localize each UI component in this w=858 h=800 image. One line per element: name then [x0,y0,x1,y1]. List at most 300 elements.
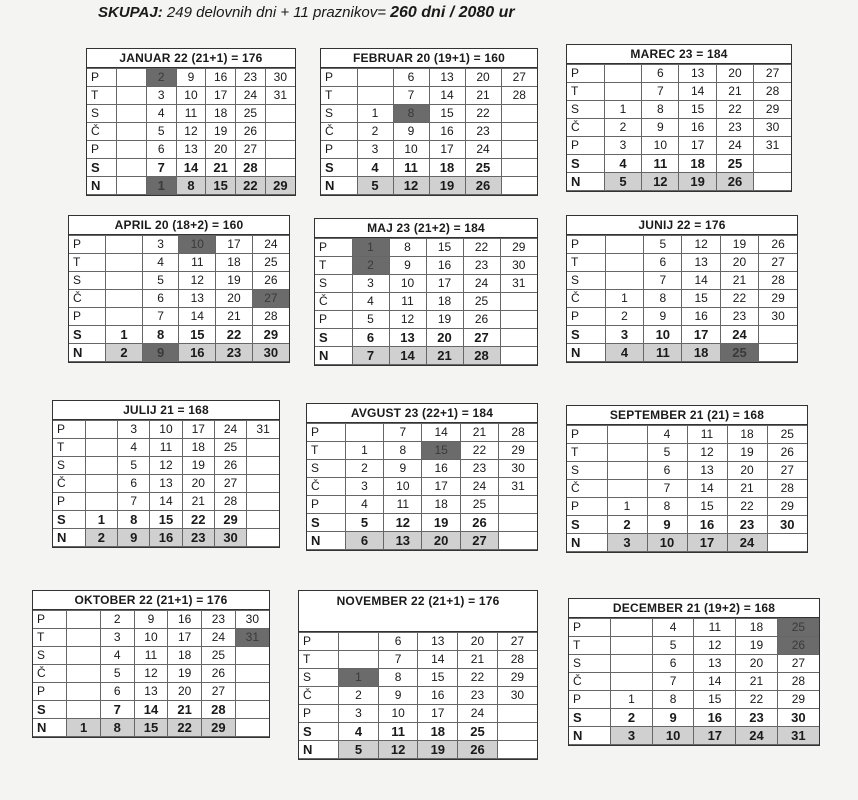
day-cell: 2 [85,529,117,547]
week-day-row [567,426,807,444]
day-cell: 10 [134,629,168,647]
day-cell: 5 [652,637,694,655]
holiday-cell: 26 [777,637,819,655]
week-day-row [53,439,279,457]
day-cell: 5 [357,177,393,195]
day-cell: 22 [182,511,214,529]
day-cell: 11 [644,344,682,362]
day-cell [611,619,653,637]
day-cell: 12 [179,272,216,290]
holiday-cell: 27 [252,290,289,308]
week-day-row [69,290,289,308]
day-cell: 16 [682,308,720,326]
day-cell [235,701,269,719]
day-cell: 7 [384,424,422,442]
day-cell: 14 [429,87,465,105]
month-grid [299,632,537,759]
day-cell: 27 [767,462,807,480]
weekday-label: T [307,442,345,460]
day-cell: 24 [727,534,767,552]
day-cell [605,254,643,272]
week-day-row [315,257,537,275]
day-cell: 7 [378,651,418,669]
week-day-row [307,442,537,460]
weekday-label: P [315,239,352,257]
month-title: JUNIJ 22 = 176 [567,216,797,235]
day-cell [767,534,807,552]
day-cell: 4 [352,293,389,311]
day-cell: 10 [644,326,682,344]
weekday-label: Č [53,475,85,493]
weekday-label: S [307,514,345,532]
day-cell: 2 [605,308,643,326]
day-cell: 19 [206,123,236,141]
day-cell: 4 [604,155,641,173]
day-cell: 26 [252,272,289,290]
month-title: JULIJ 21 = 168 [53,401,279,420]
day-cell: 22 [216,326,253,344]
day-cell: 10 [384,478,422,496]
day-cell: 15 [679,101,716,119]
day-cell: 18 [679,155,716,173]
day-cell: 16 [429,123,465,141]
day-cell: 19 [418,741,458,759]
day-cell: 13 [429,69,465,87]
day-cell: 25 [236,105,266,123]
holiday-cell: 1 [146,177,176,195]
day-cell: 14 [150,493,182,511]
day-cell: 17 [168,629,202,647]
weekday-label: T [53,439,85,457]
week-day-row [315,275,537,293]
week-day-row [307,424,537,442]
day-cell: 21 [426,347,463,365]
day-cell: 16 [150,529,182,547]
day-cell: 14 [422,424,460,442]
day-cell [117,141,147,159]
day-cell: 15 [418,669,458,687]
day-cell: 8 [642,101,679,119]
day-cell: 28 [463,347,500,365]
weekday-label: T [33,629,67,647]
day-cell: 14 [134,701,168,719]
day-cell: 5 [604,173,641,191]
day-cell [117,87,147,105]
day-cell: 4 [357,159,393,177]
week-day-row [307,478,537,496]
day-cell [265,141,295,159]
day-cell: 5 [142,272,179,290]
day-cell: 25 [460,496,498,514]
day-cell: 27 [497,633,537,651]
weekday-label: P [299,633,339,651]
weekday-label: T [315,257,352,275]
day-cell: 22 [716,101,753,119]
weekday-label: T [321,87,357,105]
week-day-row [87,159,295,177]
day-cell [500,293,537,311]
weekday-label: N [33,719,67,737]
day-cell: 21 [182,493,214,511]
day-cell: 16 [206,69,236,87]
day-cell [501,105,537,123]
day-cell: 4 [605,344,643,362]
day-cell: 19 [429,177,465,195]
week-day-row [321,141,537,159]
week-day-row [567,119,791,137]
day-cell: 6 [345,532,383,550]
day-cell: 14 [418,651,458,669]
day-cell [339,633,379,651]
week-day-row [53,493,279,511]
day-cell [235,647,269,665]
day-cell: 20 [458,633,498,651]
day-cell: 20 [206,141,236,159]
holiday-cell: 10 [179,236,216,254]
day-cell: 29 [202,719,236,737]
week-day-row [567,444,807,462]
day-cell [754,155,791,173]
day-cell: 29 [500,239,537,257]
day-cell: 15 [134,719,168,737]
weekday-label: S [33,647,67,665]
day-cell: 11 [384,496,422,514]
day-cell: 6 [100,683,134,701]
day-cell: 1 [611,691,653,709]
day-cell [106,254,143,272]
day-cell: 3 [357,141,393,159]
weekday-label: P [569,619,611,637]
weekday-label: S [53,511,85,529]
day-cell [605,272,643,290]
day-cell [607,480,647,498]
day-cell: 26 [458,741,498,759]
day-cell [67,665,101,683]
weekday-label: Č [569,673,611,691]
day-cell: 12 [378,741,418,759]
day-cell: 24 [465,141,501,159]
day-cell: 20 [216,290,253,308]
month-title: APRIL 20 (18+2) = 160 [69,216,289,235]
day-cell [247,439,279,457]
day-cell: 17 [182,421,214,439]
weekday-label: P [69,308,106,326]
day-cell [247,475,279,493]
month-october [32,590,270,738]
day-cell: 11 [694,619,736,637]
day-cell: 23 [716,119,753,137]
weekday-label: T [567,83,604,101]
day-cell: 8 [176,177,206,195]
weekday-label: P [53,493,85,511]
weekday-label: P [315,311,352,329]
day-cell: 27 [236,141,266,159]
day-cell: 18 [216,254,253,272]
week-day-row [53,475,279,493]
day-cell [500,347,537,365]
day-cell: 8 [389,239,426,257]
week-day-row [321,105,537,123]
day-cell: 24 [736,727,778,745]
weekday-label: P [69,236,106,254]
day-cell [611,673,653,691]
day-cell: 14 [682,272,720,290]
day-cell: 18 [727,426,767,444]
day-cell: 8 [384,442,422,460]
day-cell: 15 [429,105,465,123]
day-cell: 18 [418,723,458,741]
day-cell: 9 [134,611,168,629]
day-cell: 23 [465,123,501,141]
day-cell: 8 [118,511,150,529]
day-cell [497,723,537,741]
day-cell: 16 [168,611,202,629]
weekday-label: N [53,529,85,547]
day-cell: 28 [767,480,807,498]
weekday-label: P [299,705,339,723]
month-title: JANUAR 22 (21+1) = 176 [87,49,295,68]
week-day-row [569,637,819,655]
day-cell: 19 [679,173,716,191]
day-cell: 17 [687,534,727,552]
day-cell: 21 [460,424,498,442]
day-cell [106,308,143,326]
day-cell: 21 [727,480,767,498]
day-cell: 29 [767,498,807,516]
holiday-cell: 25 [720,344,758,362]
day-cell [85,493,117,511]
day-cell [497,705,537,723]
day-cell: 2 [100,611,134,629]
week-day-row [569,709,819,727]
day-cell: 8 [142,326,179,344]
day-cell: 3 [100,629,134,647]
weekday-label: S [69,272,106,290]
day-cell: 27 [759,254,797,272]
weekday-label: S [321,159,357,177]
day-cell [265,105,295,123]
day-cell: 17 [426,275,463,293]
day-cell [117,159,147,177]
day-cell: 12 [687,444,727,462]
day-cell: 16 [418,687,458,705]
day-cell: 29 [265,177,295,195]
day-cell: 15 [682,290,720,308]
day-cell: 8 [644,290,682,308]
week-day-row [69,272,289,290]
week-day-row [87,105,295,123]
month-title: FEBRUAR 20 (19+1) = 160 [321,49,537,68]
day-cell: 1 [345,442,383,460]
day-cell: 27 [754,65,791,83]
day-cell: 22 [736,691,778,709]
holiday-cell: 2 [146,69,176,87]
day-cell [85,439,117,457]
day-cell: 20 [716,65,753,83]
day-cell: 12 [150,457,182,475]
day-cell: 9 [642,119,679,137]
day-cell: 14 [694,673,736,691]
week-day-row [33,647,269,665]
month-title: NOVEMBER 22 (21+1) = 176 [299,591,537,632]
day-cell: 29 [777,691,819,709]
day-cell: 21 [465,87,501,105]
day-cell [501,159,537,177]
day-cell: 6 [378,633,418,651]
month-grid [53,420,279,547]
month-may [314,218,538,366]
holiday-cell: 1 [339,669,379,687]
weekday-label: N [567,344,605,362]
day-cell [85,457,117,475]
weekday-label: N [321,177,357,195]
month-grid [33,610,269,737]
day-cell: 6 [652,655,694,673]
day-cell [67,611,101,629]
day-cell: 29 [214,511,246,529]
day-cell [499,532,537,550]
summary-label: SKUPAJ: [98,4,163,21]
day-cell: 3 [611,727,653,745]
day-cell: 4 [142,254,179,272]
day-cell: 16 [179,344,216,362]
day-cell: 27 [463,329,500,347]
month-title: DECEMBER 21 (19+2) = 168 [569,599,819,618]
day-cell: 5 [647,444,687,462]
weekday-label: T [567,254,605,272]
day-cell: 20 [465,69,501,87]
day-cell: 11 [642,155,679,173]
day-cell [500,329,537,347]
day-cell: 15 [687,498,727,516]
month-title: MAJ 23 (21+2) = 184 [315,219,537,238]
day-cell: 20 [426,329,463,347]
holiday-cell: 25 [777,619,819,637]
day-cell: 5 [352,311,389,329]
day-cell [611,655,653,673]
day-cell: 8 [647,498,687,516]
weekday-label: S [299,669,339,687]
day-cell: 23 [216,344,253,362]
weekday-label: P [567,137,604,155]
day-cell: 14 [176,159,206,177]
day-cell [754,173,791,191]
day-cell: 28 [202,701,236,719]
day-cell: 29 [252,326,289,344]
week-day-row [87,69,295,87]
week-day-row [299,723,537,741]
day-cell: 9 [384,460,422,478]
week-day-row [299,669,537,687]
day-cell: 2 [357,123,393,141]
day-cell: 28 [754,83,791,101]
day-cell: 10 [647,534,687,552]
day-cell: 7 [146,159,176,177]
day-cell: 7 [647,480,687,498]
day-cell: 28 [252,308,289,326]
day-cell: 15 [179,326,216,344]
day-cell: 30 [497,687,537,705]
day-cell: 14 [179,308,216,326]
month-april [68,215,290,363]
day-cell: 5 [345,514,383,532]
day-cell: 18 [682,344,720,362]
day-cell: 24 [720,326,758,344]
day-cell: 12 [393,177,429,195]
day-cell: 23 [727,516,767,534]
day-cell: 6 [118,475,150,493]
day-cell [357,87,393,105]
weekday-label: P [321,141,357,159]
month-august [306,403,538,551]
day-cell: 17 [216,236,253,254]
day-cell: 6 [393,69,429,87]
weekday-label: T [569,637,611,655]
month-grid [569,618,819,745]
day-cell [117,105,147,123]
day-cell: 4 [647,426,687,444]
week-day-row [567,290,797,308]
day-cell: 22 [168,719,202,737]
day-cell: 17 [679,137,716,155]
weekday-label: P [321,69,357,87]
day-cell: 31 [499,478,537,496]
day-cell: 15 [694,691,736,709]
week-day-row [321,69,537,87]
day-cell: 24 [252,236,289,254]
holiday-cell: 9 [142,344,179,362]
day-cell: 11 [378,723,418,741]
day-cell [759,344,797,362]
week-day-row [567,462,807,480]
weekday-label: T [567,444,607,462]
weekday-label: T [69,254,106,272]
day-cell: 31 [754,137,791,155]
week-day-row [567,326,797,344]
holiday-cell: 31 [235,629,269,647]
day-cell: 15 [206,177,236,195]
day-cell: 20 [182,475,214,493]
day-cell: 6 [642,65,679,83]
day-cell [611,637,653,655]
weekday-label: Č [567,119,604,137]
day-cell: 24 [202,629,236,647]
week-day-row [321,123,537,141]
day-cell: 30 [252,344,289,362]
day-cell: 12 [389,311,426,329]
day-cell: 6 [644,254,682,272]
day-cell: 28 [499,424,537,442]
day-cell: 2 [345,460,383,478]
weekday-label: Č [321,123,357,141]
day-cell: 26 [236,123,266,141]
day-cell: 26 [759,236,797,254]
day-cell: 18 [206,105,236,123]
day-cell: 11 [176,105,206,123]
day-cell: 21 [736,673,778,691]
day-cell: 6 [352,329,389,347]
day-cell [117,69,147,87]
day-cell: 25 [716,155,753,173]
week-day-row [299,687,537,705]
day-cell [607,462,647,480]
day-cell: 17 [694,727,736,745]
summary-header [98,4,515,22]
day-cell: 24 [716,137,753,155]
day-cell: 7 [100,701,134,719]
day-cell: 12 [682,236,720,254]
day-cell: 29 [759,290,797,308]
